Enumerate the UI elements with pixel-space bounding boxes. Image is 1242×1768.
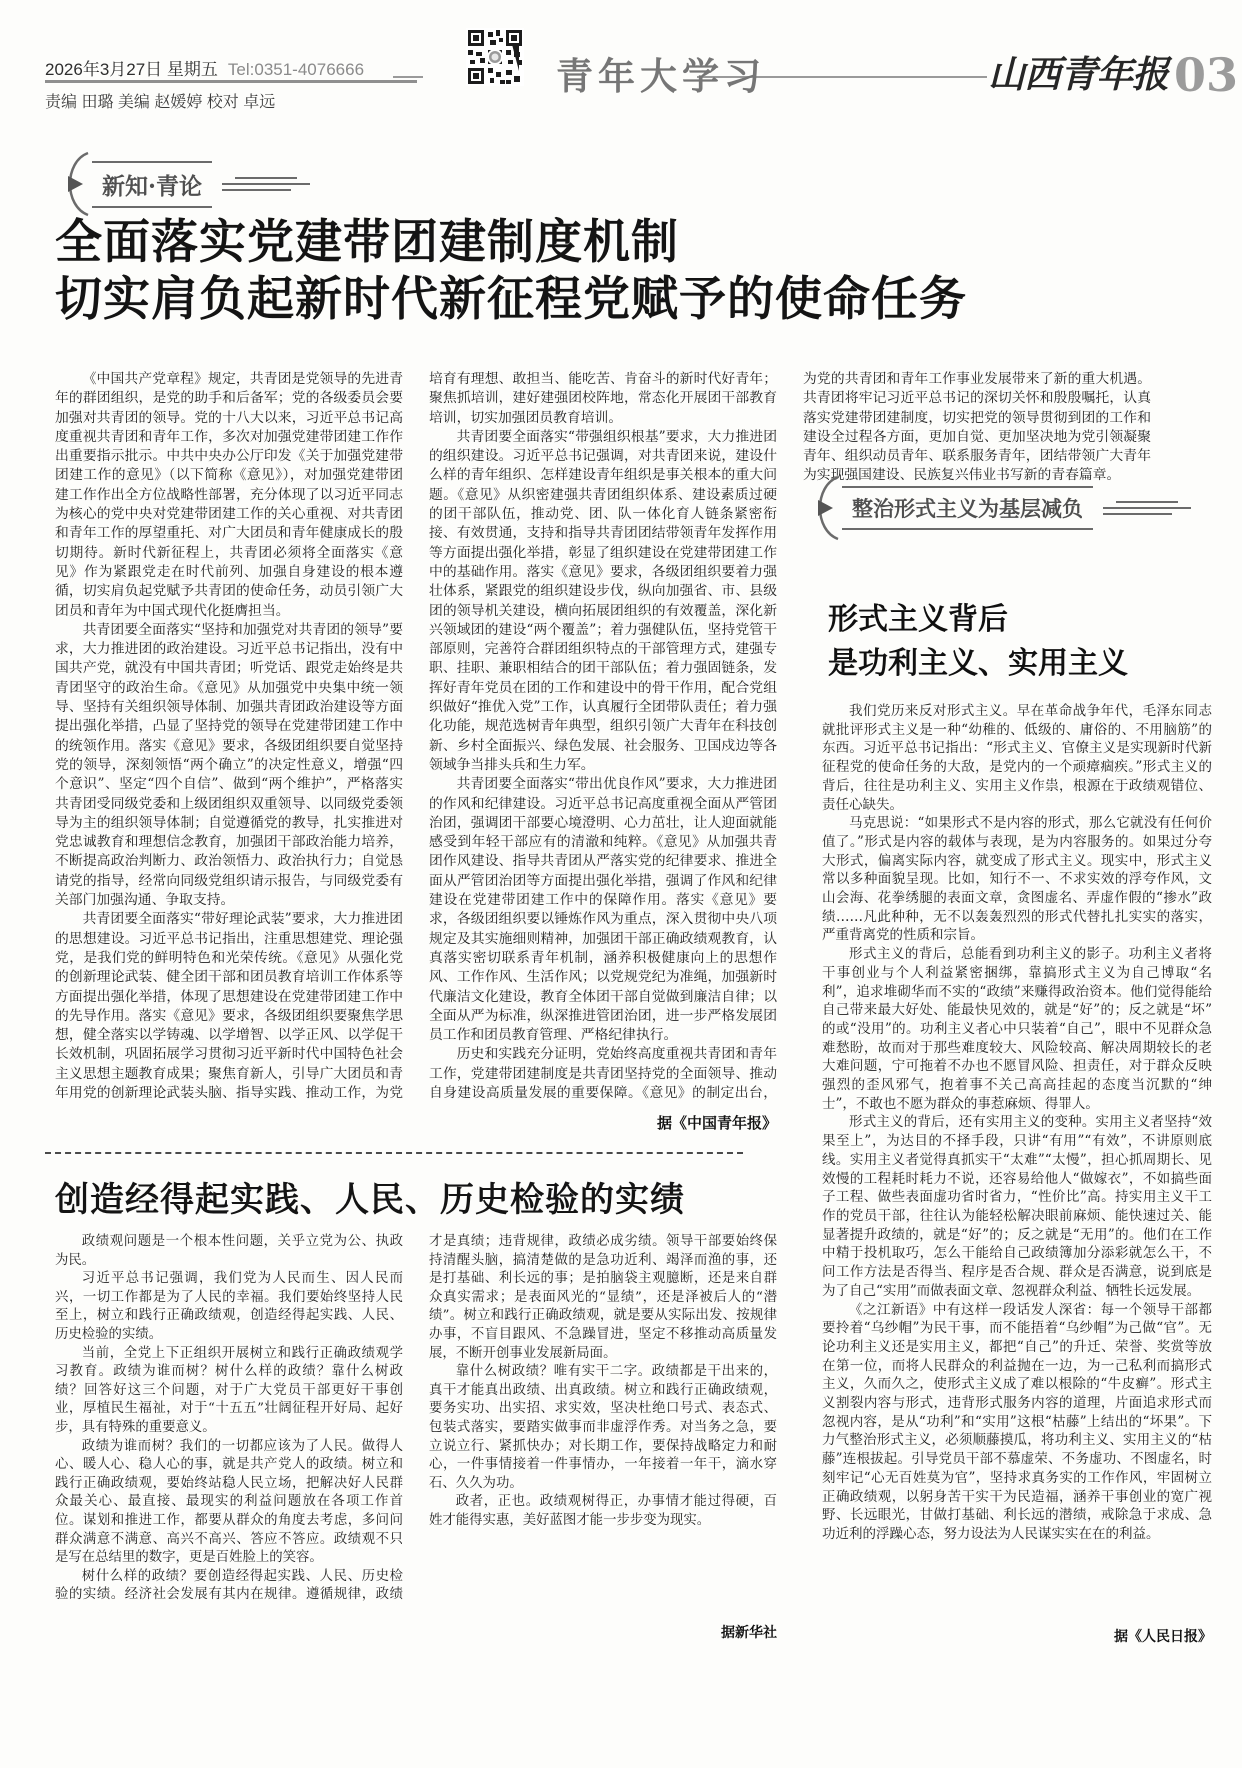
- paragraph: 形式主义的背后，还有实用主义的变种。实用主义者坚持“效果至上”，为达目的不择手段，只讲“有用”“有效”，不讲原则底线。实用主义者觉得真抓实干“太难”“太慢”，担心抓周期长、见效慢的工程耗时耗力不说，还容易给他人“做嫁衣”，不如搞些面子工程、做些表面虚功省时省力，“性价比”高。持实用主义干工作的党员干部，往往认为能轻松解决眼前麻烦、能快速过关、能显著提升政绩的，就是“好”的；反之就是“无用”的。他们在工作中精于投机取巧，怎么干能给自己政绩簿加分添彩就怎么干，不问工作方法是否得当、程序是否合规、群众是否满意，说到底是为了自己“实用”而做表面文章、忽视群众利益、牺牲长远发展。: [822, 1114, 1212, 1299]
- date-text: 2026年3月27日 星期五: [45, 60, 218, 79]
- paragraph: 形式主义的背后，总能看到功利主义的影子。功利主义者将干事创业与个人利益紧密捆绑，靠搞形式主义为自己博取“名利”，追求堆砌华而不实的“政绩”来赚得政治资本。他们觉得能给自己带来最大好处、能最快见效的，就是“好”的；反之就是“坏”的或“没用”的。功利主义者心中只装着“自己”，眼中不见群众急难愁盼，故而对于那些难度较大、风险较高、解决周期较长的老大难问题，宁可拖着不办也不愿冒风险、担责任，对于群众反映强烈的歪风邪气，抱着事不关己高高挂起的态度当沉默的“绅士”，不敢也不愿为群众的事惹麻烦、得罪人。: [822, 946, 1212, 1112]
- paragraph: 共青团要全面落实“带出优良作风”要求，大力推进团的作风和纪律建设。习近平总书记高度重视全面从严管团治团，强调团干部要心境澄明、心力茁壮，让人迎面就能感受到年轻干部应有的清澈和纯粹。《意见》从加强共青团作风建设、指导共青团从严落实党的纪律要求、推进全面从严管团治团等方面提出强化举措，强调了作风和纪律建设在党建带团建工作中的保障作用。落实《意见》要求，各级团组织要以锤炼作风为重点，深入贯彻中央八项规定及其实施细则精神，加强团干部正确政绩观教育，认真落实密切联系青年机制，涵养积极健康向上的思想作风、工作作风、生活作风；以党规党纪为准绳，加强新时代廉洁文化建设，教育全体团干部自觉做到廉洁自律；以全面从严为标准，纵深推进管团治团，进一步严格发展团员工作和团员教育管理、严格纪律执行。: [429, 776, 777, 1044]
- newspaper-brand: 山西青年报: [988, 52, 1168, 96]
- paragraph: 我们党历来反对形式主义。早在革命战争年代，毛泽东同志就批评形式主义是一种“幼稚的、低级的、庸俗的、不用脑筋”的东西。习近平总书记指出：“形式主义、官僚主义是实现新时代新征程党的使命任务的大敌，是党内的一个顽瘴痼疾。”形式主义的背后，往往是功利主义、实用主义作祟，根源在于政绩观错位、责任心缺失。: [822, 703, 1212, 813]
- paragraph: 共青团要全面落实“带好理论武装”要求，大力推进团的思想建设。习近平总书记指出，注重思想建党、理论强党，是我们党的鲜明特色和光荣传统。《意见》从强化党的创新理论武装、健全团干部和团员教育培训工作体系等方面提出强化举措，体现了思想建设在党建带团建工作中的先导作用。落实《意见》要求，各级团组织要聚焦学思想，健全落实以学铸魂、以学增智、以学正风、以学促干长效机制，巩固拓展学习贯彻习近平新时代中国特色社会主义思想主题教育成果；聚焦育新人，引导广大团员和青年用党的创新理论武装头脑、指导实践、推动工作，为党培育有理想、敢担当、能吃苦、肯奋斗的新时代好青年；聚焦抓培训，建好建强团校阵地，常态化开展团干部教育培训，切实加强团员教育培训。: [55, 371, 777, 1101]
- masthead: [988, 44, 1238, 102]
- sidebar-article-body: [822, 702, 1212, 1620]
- bottom-headline: 创造经得起实践、人民、历史检验的实绩: [55, 1180, 685, 1220]
- paragraph: 树什么样的政绩？要创造经得起实践、人民、历史检验的实绩。经济社会发展有其内在规律。遵循规律，政绩才是真绩；违背规律，政绩必成劣绩。领导干部要始终保持清醒头脑，搞清楚做的是急功近利、竭泽而渔的事，还是打基础、利长远的事；是拍脑袋主观臆断，还是来自群众真实需求；是表面风光的“显绩”，还是泽被后人的“潜绩”。树立和践行正确政绩观，就是要从实际出发、按规律办事，不盲目跟风、不急躁冒进，坚定不移推动高质量发展，不断开创事业发展新局面。: [55, 1234, 777, 1603]
- kicker-arc-icon: [58, 150, 90, 218]
- phone-number: Tel:0351-4076666: [227, 60, 365, 79]
- bottom-article-source: 据新华社: [430, 1622, 777, 1642]
- paragraph: 靠什么树政绩？唯有实干二字。政绩都是干出来的，真干才能真出政绩、出真政绩。树立和践行正确政绩观，要务实功、出实招、求实效，坚决杜绝口号式、表态式、包装式落实，要踏实做事而非虚浮作秀。对当务之急，要立说立行、紧抓快办；对长期工作，要保持战略定力和耐心，一件事情接着一件事情办，一年接着一年干，滴水穿石、久久为功。: [429, 1364, 777, 1491]
- paragraph: 马克思说：“如果形式不是内容的形式，那么它就没有任何价值了。”形式是内容的载体与表现，是为内容服务的。如果过分夸大形式，偏离实际内容，就变成了形式主义。现实中，形式主义常以多种面貌呈现。比如，知行不一、不求实效的浮夸作风，文山会海、花拳绣腿的表面文章，贪图虚名、弄虚作假的“掺水”政绩……凡此种种，无不以轰轰烈烈的形式代替扎扎实实的落实，严重背离党的性质和宗旨。: [822, 815, 1212, 944]
- paragraph: 《之江新语》中有这样一段话发人深省：每一个领导干部都要拎着“乌纱帽”为民干事，而不能捂着“乌纱帽”为己做“官”。无论功利主义还是实用主义，都把“自己”的升迁、荣誉、奖赏等放在第一位，而将人民群众的利益抛在一边，为一己私利而搞形式主义，久而久之，使形式主义成了难以根除的“牛皮癣”。形式主义割裂内容与形式，违背形式服务内容的道理，片面追求形式而忽视内容，是从“功利”和“实用”这根“枯藤”上结出的“坏果”。下力气整治形式主义，必须顺藤摸瓜，将功利主义、实用主义的“枯藤”连根拔起。引导党员干部不慕虚荣、不务虚功、不图虚名，时刻牢记“心无百姓莫为官”，坚持求真务实的工作作风，牢固树立正确政绩观，以躬身苦干实干为民造福，涵养干事创业的宽广视野、长远眼光，甘做打基础、利长远的潜绩，戒除急于求成、急功近利的浮躁心态，努力设法为人民谋实实在在的利益。: [822, 1301, 1212, 1542]
- sidebar-kicker-label: 整治形式主义为基层减负: [842, 486, 1093, 530]
- paragraph: 习近平总书记强调，我们党为人民而生、因人民而兴，一切工作都是为了人民的幸福。我们要始终坚持人民至上，树立和践行正确政绩观，创造经得起实践、人民、历史检验的实绩。: [55, 1271, 403, 1342]
- sidebar-kicker: [808, 474, 1191, 542]
- main-headline: [55, 214, 1195, 328]
- paragraph: 政者，正也。政绩观树得正，办事情才能过得硬，百姓才能得实惠，美好蓝图才能一步步变为现实。: [429, 1494, 777, 1528]
- paragraph: 历史和实践充分证明，党始终高度重视共青团和青年工作，党建带团建制度是共青团坚持党的全面领导、推动自身建设高质量发展的重要保障。《意见》的制定出台，为党的共青团和青年工作事业发展带来了新的重大机遇。共青团将牢记习近平总书记的深切关怀和殷殷嘱托，认真落实党建带团建制度，切实把党的领导贯彻到团的工作和建设全过程各方面，更加自觉、更加坚决地为党引领凝聚青年、组织动员青年、联系服务青年，团结带领广大青年为实现强国建设、民族复兴伟业书写新的青春篇章。: [429, 371, 1151, 1101]
- kicker-lines: [1103, 497, 1191, 519]
- header-dateline: [45, 55, 417, 80]
- paragraph: 共青团要全面落实“带强组织根基”要求，大力推进团的组织建设。习近平总书记强调，对共青团来说，建设什么样的青年组织、怎样建设青年组织是事关根本的重大问题。《意见》从织密建强共青团组织体系、建设素质过硬的团干部队伍，推动党、团、队一体化育人链条紧密衔接、有效贯通，支持和指导共青团团结带领青年发挥作用等方面提出强化举措，彰显了组织建设在党建带团建工作中的基础作用。落实《意见》要求，各级团组织要着力强壮体系，紧跟党的组织建设步伐，纵向加强省、市、县级团的领导机关建设，横向拓展团组织的有效覆盖，深化新兴领域团的建设“两个覆盖”；着力强健队伍，坚持党管干部原则，完善符合群团组织特点的干部管理方式，建强专职、挂职、兼职相结合的团干部队伍；着力强固链条，发挥好青年党员在团的工作和建设中的骨干作用，配合党组织做好“推优入党”工作，认真履行全团带队责任；着力强化功能，规范选树青年典型，组织引领广大青年在科技创新、乡村全面振兴、绿色发展、社会服务、卫国戍边等各领域争当排头兵和生力军。: [429, 428, 777, 773]
- sidebar-headline-line2: 是功利主义、实用主义: [828, 646, 1128, 681]
- main-article-source: 据《中国青年报》: [430, 1112, 777, 1133]
- paragraph: 当前，全党上下正组织开展树立和践行正确政绩观学习教育。政绩为谁而树？树什么样的政绩？靠什么树政绩？回答好这三个问题，对于广大党员干部更好干事创业，厚植民生福祉，对于“十五五”壮阔征程开好局、起好步，具有特殊的重要意义。: [55, 1345, 403, 1435]
- paragraph: 《中国共产党章程》规定，共青团是党领导的先进青年的群团组织，是党的助手和后备军；党的各级委员会要加强对共青团的领导。党的十八大以来，习近平总书记高度重视共青团和青年工作，多次对加强党建带团建工作作出重要指示批示。中共中央办公厅印发《关于加强党建带团建工作的意见》（以下简称《意见》），对加强党建带团建工作作出全方位战略性部署，充分体现了以习近平同志为核心的党中央对党建带团建工作的关心重视、对共青团和青年工作的厚望重托、对广大团员和青年健康成长的殷切期待。新时代新征程上，共青团必须将全面落实《意见》作为紧跟党走在时代前列、加强自身建设的根本遵循，切实肩负起党赋予共青团的使命任务，动员引领广大团员和青年为中国式现代化挺膺担当。: [55, 371, 403, 619]
- main-headline-line1: 全面落实党建带团建制度机制: [55, 215, 679, 270]
- program-title: 青年大学习: [556, 54, 766, 98]
- kicker-arc-icon: [808, 474, 840, 542]
- main-headline-line2: 切实肩负起新时代新征程党赋予的使命任务: [55, 272, 967, 327]
- kicker-lines: [222, 173, 310, 195]
- section-kicker-label: 新知·青论: [92, 161, 212, 208]
- paragraph: 政绩为谁而树？我们的一切都应该为了人民。做得人心、暖人心、稳人心的事，就是共产党人的政绩。树立和践行正确政绩观，要始终站稳人民立场，把解决好人民群众最关心、最直接、最现实的利益问题放在各项工作首位。谋划和推进工作，都要从群众的角度去考虑，多问问群众满意不满意、高兴不高兴、答应不答应。政绩观不只是写在总结里的数字，更是百姓脸上的笑容。: [55, 1438, 403, 1566]
- sidebar-headline: [828, 598, 1128, 686]
- paragraph: 共青团要全面落实“坚持和加强党对共青团的领导”要求，大力推进团的政治建设。习近平总书记指出，没有中国共产党，就没有中国共青团；听党话、跟党走始终是共青团坚守的政治生命。《意见》从加强党中央集中统一领导、坚持有关组织领导体制、加强共青团政治建设等方面提出强化举措，凸显了坚持党的领导在党建带团建工作中的统领作用。落实《意见》要求，各级团组织要自觉坚持党的领导，深刻领悟“两个确立”的决定性意义，增强“四个意识”、坚定“四个自信”、做到“两个维护”，严格落实共青团受同级党委和上级团组织双重领导、以同级党委领导为主的组织领导体制；自觉遵循党的教导，扎实推进对党忠诚教育和理想信念教育，加强团干部政治能力培养，不断提高政治判断力、政治领悟力、政治执行力；自觉恳请党的指导，经常向同级党组织请示报告，与同级党委有关部门加强沟通、争取支持。: [55, 621, 403, 909]
- editors-line: 责编 田璐 美编 赵媛婷 校对 卓远: [45, 94, 276, 111]
- header-divider-left: [393, 76, 423, 78]
- sidebar-headline-line1: 形式主义背后: [828, 602, 1008, 637]
- dashed-divider: [45, 1152, 743, 1154]
- section-kicker: [58, 150, 310, 218]
- bottom-article-body: [55, 1233, 777, 1619]
- header-rule: [45, 80, 417, 83]
- sidebar-article-source: 据《人民日报》: [822, 1626, 1212, 1646]
- page-number: 03: [1174, 48, 1239, 102]
- qr-code-icon: [466, 28, 524, 86]
- paragraph: 政绩观问题是一个根本性问题，关乎立党为公、执政为民。: [55, 1234, 403, 1268]
